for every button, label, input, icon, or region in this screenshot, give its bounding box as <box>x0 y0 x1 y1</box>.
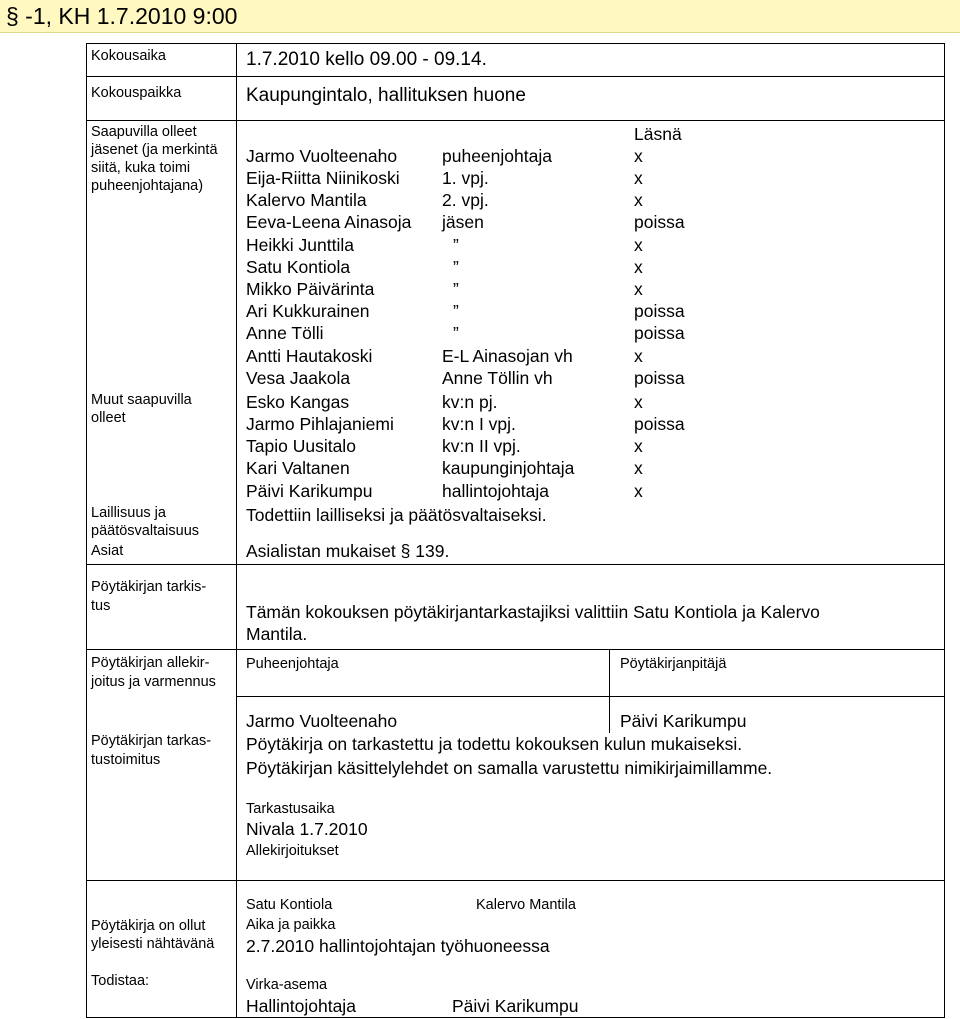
kokouspaikka-label: Kokouspaikka <box>91 85 182 101</box>
attendee-role: ” <box>453 257 459 277</box>
attendee-role: kv:n pj. <box>442 392 498 412</box>
attendee-name: Eija-Riitta Niinikoski <box>246 168 400 188</box>
attendee-status: x <box>634 190 643 210</box>
todistaja-name: Päivi Karikumpu <box>452 996 579 1016</box>
attendee-role: ” <box>453 235 459 255</box>
laillisuus-label-line: päätösvaltaisuus <box>91 523 200 539</box>
nahtavana-label-line: Pöytäkirja on ollut <box>91 918 206 934</box>
tarkistus-text-line: Tämän kokouksen pöytäkirjantarkastajiksi valittiin Satu Kontiola ja Kalervo <box>246 602 820 622</box>
others-label-line: Muut saapuvilla <box>91 392 192 408</box>
attendee-name: Kalervo Mantila <box>246 190 367 210</box>
attendee-status: x <box>634 257 643 277</box>
members-label-line: jäsenet (ja merkintä <box>91 142 218 158</box>
attendee-name: Antti Hautakoski <box>246 346 373 366</box>
tarkistus-text-line: Mantila. <box>246 624 308 644</box>
row-divider <box>86 880 945 881</box>
header-text: § -1, KH 1.7.2010 9:00 <box>6 3 238 29</box>
attendee-status: x <box>634 168 643 188</box>
table-bottom-border <box>86 1017 945 1018</box>
tarkastus-label-line: tustoimitus <box>91 752 161 768</box>
signatures-label: Allekirjoitukset <box>246 843 339 859</box>
attendee-role: hallintojohtaja <box>442 481 550 501</box>
attendee-status: x <box>634 346 643 366</box>
tarkastusaika-value: Nivala 1.7.2010 <box>246 819 368 839</box>
attendee-status: x <box>634 392 643 412</box>
tarkastus-text-line: Pöytäkirjan käsittelylehdet on samalla varustettu nimikirjaimillamme. <box>246 758 773 778</box>
laillisuus-value: Todettiin lailliseksi ja päätösvaltaiseksi. <box>246 505 547 525</box>
attendee-name: Ari Kukkurainen <box>246 301 370 321</box>
attendee-status: x <box>634 436 643 456</box>
asiat-value: Asialistan mukaiset § 139. <box>246 541 450 561</box>
secretary-label: Pöytäkirjanpitäjä <box>620 656 727 672</box>
present-header: Läsnä <box>634 124 682 144</box>
kokouspaikka-value: Kaupungintalo, hallituksen huone <box>246 85 526 106</box>
chair-label: Puheenjohtaja <box>246 656 339 672</box>
attendee-role: ” <box>453 323 459 343</box>
attendee-role: kv:n I vpj. <box>442 414 516 434</box>
others-label-line: olleet <box>91 410 126 426</box>
signer-name: Kalervo Mantila <box>476 897 576 913</box>
chair-name: Jarmo Vuolteenaho <box>246 711 398 731</box>
attendee-status: poissa <box>634 323 685 343</box>
virka-asema-label: Virka-asema <box>246 977 328 993</box>
attendee-role: puheenjohtaja <box>442 146 552 166</box>
laillisuus-label-line: Laillisuus ja <box>91 505 166 521</box>
tarkistus-label-line: Pöytäkirjan tarkis- <box>91 579 207 595</box>
attendee-role: ” <box>453 279 459 299</box>
members-label-line: siitä, kuka toimi <box>91 160 191 176</box>
attendee-status: x <box>634 279 643 299</box>
tarkistus-label-line: tus <box>91 598 111 614</box>
page-header <box>0 0 960 33</box>
asiat-label: Asiat <box>91 543 124 559</box>
table-top-border <box>86 43 945 44</box>
attendee-name: Mikko Päivärinta <box>246 279 375 299</box>
tarkastus-label-line: Pöytäkirjan tarkas- <box>91 733 212 749</box>
row-divider <box>86 76 945 77</box>
attendee-role: jäsen <box>442 212 484 232</box>
attendee-status: poissa <box>634 414 685 434</box>
attendee-role: 2. vpj. <box>442 190 489 210</box>
table-left-border <box>86 43 87 1018</box>
attendee-name: Jarmo Pihlajaniemi <box>246 414 394 434</box>
secretary-name: Päivi Karikumpu <box>620 711 747 731</box>
kokousaika-value: 1.7.2010 kello 09.00 - 09.14. <box>246 49 487 70</box>
row-divider <box>86 649 945 650</box>
attendee-role: kaupunginjohtaja <box>442 458 575 478</box>
members-label-line: Saapuvilla olleet <box>91 124 197 140</box>
attendee-status: poissa <box>634 368 685 388</box>
attendee-status: x <box>634 235 643 255</box>
allekirjoitus-label-line: joitus ja varmennus <box>91 674 216 690</box>
signer-name: Satu Kontiola <box>246 897 333 913</box>
virka-asema-value: Hallintojohtaja <box>246 996 356 1016</box>
members-label-line: puheenjohtajana) <box>91 178 204 194</box>
attendee-status: x <box>634 146 643 166</box>
attendee-status: x <box>634 481 643 501</box>
row-divider <box>86 564 945 565</box>
attendee-name: Vesa Jaakola <box>246 368 351 388</box>
allekirjoitus-label-line: Pöytäkirjan allekir- <box>91 655 210 671</box>
nahtavana-label-line: yleisesti nähtävänä <box>91 936 215 952</box>
row-divider <box>236 696 945 697</box>
attendee-name: Tapio Uusitalo <box>246 436 356 456</box>
aika-ja-paikka-label: Aika ja paikka <box>246 917 336 933</box>
attendee-status: x <box>634 458 643 478</box>
attendee-name: Kari Valtanen <box>246 458 350 478</box>
attendee-role: E-L Ainasojan vh <box>442 346 573 366</box>
attendee-role: ” <box>453 301 459 321</box>
tarkastusaika-label: Tarkastusaika <box>246 801 335 817</box>
attendee-name: Jarmo Vuolteenaho <box>246 146 398 166</box>
attendee-name: Esko Kangas <box>246 392 350 412</box>
todistaa-label: Todistaa: <box>91 973 150 989</box>
attendee-role: kv:n II vpj. <box>442 436 521 456</box>
attendee-name: Eeva-Leena Ainasoja <box>246 212 412 232</box>
attendee-name: Päivi Karikumpu <box>246 481 373 501</box>
kokousaika-label: Kokousaika <box>91 48 166 64</box>
attendee-role: Anne Töllin vh <box>442 368 553 388</box>
attendee-status: poissa <box>634 301 685 321</box>
table-right-border <box>944 43 945 1018</box>
signature-column-divider <box>609 649 610 733</box>
row-divider <box>86 120 945 121</box>
aika-ja-paikka-value: 2.7.2010 hallintojohtajan työhuoneessa <box>246 936 550 956</box>
attendee-name: Anne Tölli <box>246 323 324 343</box>
attendee-name: Heikki Junttila <box>246 235 354 255</box>
attendee-status: poissa <box>634 212 685 232</box>
attendee-name: Satu Kontiola <box>246 257 351 277</box>
tarkastus-text-line: Pöytäkirja on tarkastettu ja todettu kokouksen kulun mukaiseksi. <box>246 734 743 754</box>
attendee-role: 1. vpj. <box>442 168 489 188</box>
column-divider <box>236 43 237 1018</box>
